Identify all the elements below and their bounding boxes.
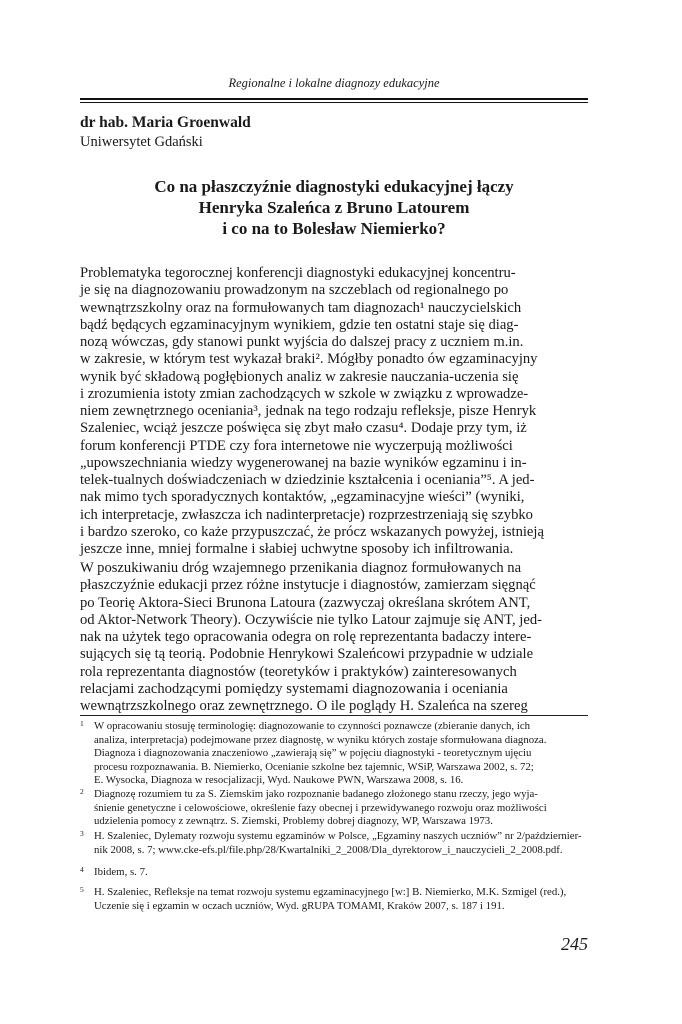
text-line: sujących się tą teorią. Podobnie Henrykowi Szaleńcowi przypadnie w udziale xyxy=(80,646,534,663)
text-line: Szaleniec, wciąż jeszcze poświęca się zbyt mało czasu⁴. Dodaje przy tym, iż xyxy=(80,420,527,437)
footnote-line: Diagnoza i diagnozowania znaczeniowo „zawierają się” w pojęciu diagnostyki - teoretycznym ujęciu xyxy=(94,747,532,759)
text-line: wewnątrzszkolnego oraz zewnętrznego. O ile poglądy H. Szaleńca na szereg xyxy=(80,698,528,714)
author-affiliation: Uniwersytet Gdański xyxy=(80,134,203,150)
footnote-line: W opracowaniu stosuję terminologię: diagnozowanie to czynności poznawcze (zbieranie danych, ich xyxy=(94,720,531,732)
header-rule-thin xyxy=(80,102,588,103)
footnote-line: Diagnozę rozumiem tu za S. Ziemskim jako rozpoznanie badanego złożonego stanu rzeczy, jego wyja- xyxy=(94,788,538,800)
footnote-5 xyxy=(80,886,588,913)
footnote-line: analiza, interpretacja) podejmowane przez diagnostę, w wyniku których zostaje sformułowana diagnoza. xyxy=(94,733,547,746)
title-line: Henryka Szaleńca z Bruno Latourem xyxy=(198,198,470,217)
text-line: ich interpretacje, zwłaszcza ich nadinterpretacje) rozprzestrzeniają się szybko xyxy=(80,506,533,523)
footnote-line: H. Szaleniec, Dylematy rozwoju systemu egzaminów w Polsce, „Egzaminy naszych uczniów” nr 2/październier- xyxy=(94,830,582,842)
title-line: i co na to Bolesław Niemierko? xyxy=(222,219,446,238)
footnote-number: 2 xyxy=(80,787,84,796)
text-line: telek-tualnych doświadczeniach w dziedzinie kształcenia i oceniania”⁵. A jed- xyxy=(80,472,535,488)
footnote-number: 5 xyxy=(80,885,84,894)
footnote-number: 3 xyxy=(80,829,84,838)
article-title xyxy=(80,176,588,239)
text-line: od Aktor-Network Theory). Oczywiście nie tylko Latour zajmuje się ANT, jed- xyxy=(80,611,542,628)
footnote-1 xyxy=(80,720,588,788)
text-line: nozą wówczas, gdy stanowi punkt wyjścia do dalszej pracy z uczniem m.in. xyxy=(80,334,524,350)
text-line: relacjami zachodzącymi pomiędzy systemami diagnozowania i oceniania xyxy=(80,680,508,697)
page-number: 245 xyxy=(561,934,588,954)
text-line: i zrozumienia istoty zmian zachodzących w szkole w związku z wprowadze- xyxy=(80,385,529,402)
text-line: jeszcze inne, mniej formalne i słabiej uchwytne sposoby ich infiltrowania. xyxy=(80,541,514,557)
text-line: Problematyka tegorocznej konferencji diagnostyki edukacyjnej koncentru- xyxy=(80,265,516,281)
footnote-2 xyxy=(80,788,588,829)
author-name: dr hab. Maria Groenwald xyxy=(80,114,251,131)
text-line: forum konferencji PTDE czy fora internetowe nie wyczerpują możliwości xyxy=(80,437,513,454)
footnote-line: H. Szaleniec, Refleksje na temat rozwoju systemu egzaminacyjnego [w:] B. Niemierko, M.K. Szmigel (red.), xyxy=(94,886,567,898)
text-line: wewnątrzszkolny oraz na formułowanych tam diagnozach¹ nauczycielskich xyxy=(80,299,522,316)
text-line: nak mimo tych sporadycznych kontaktów, „egzaminacyjne wieści” (wyniki, xyxy=(80,489,525,506)
body-paragraph-2 xyxy=(80,560,588,715)
footnote-3 xyxy=(80,830,588,857)
footnote-number: 4 xyxy=(80,865,84,874)
text-line: i bardzo szeroko, co każe przypuszczać, że prócz wskazanych powyżej, istnieją xyxy=(80,523,544,540)
footnote-number: 1 xyxy=(80,719,84,728)
text-line: wynik być składową pogłębionych analiz w zakresie nauczania-uczenia się xyxy=(80,368,519,385)
text-line: niem zewnętrznego oceniania³, jednak na tego rodzaju refleksje, pisze Henryk xyxy=(80,403,537,419)
footnote-line: śnienie genetyczne i celowościowe, określenie fazy obecnej i przewidywanego rozwoju oraz możliwości xyxy=(94,801,547,814)
text-line: W poszukiwaniu dróg wzajemnego przenikania diagnoz formułowanych na xyxy=(80,560,522,576)
header-rule-thick xyxy=(80,98,588,100)
text-line: je się na diagnozowaniu prowadzonym na szczeblach od regionalnego po xyxy=(80,282,509,299)
title-line: Co na płaszczyźnie diagnostyki edukacyjnej łączy xyxy=(154,177,514,196)
footnote-line: Ibidem, s. 7. xyxy=(94,866,148,878)
footnote-line: E. Wysocka, Diagnoza w resocjalizacji, Wyd. Naukowe PWN, Warszawa 2008, s. 16. xyxy=(94,774,464,786)
body-paragraph-1 xyxy=(80,265,588,558)
running-head: Regionalne i lokalne diagnozy edukacyjne xyxy=(228,76,440,90)
footnote-line: udzielenia pomocy z zewnątrz. S. Ziemski, Problemy dobrej diagnozy, WP, Warszawa 1973. xyxy=(94,815,493,827)
footnote-line: Uczenie się i egzamin w oczach uczniów, Wyd. gRUPA TOMAMI, Kraków 2007, s. 187 i 191. xyxy=(94,899,505,912)
text-line: bądź będących egzaminacyjnym wynikiem, gdzie ten ostatni staje się diag- xyxy=(80,316,519,333)
text-line: w zakresie, w którym test wykazał braki². Mógłby ponadto ów egzaminacyjny xyxy=(80,351,538,368)
footnote-rule xyxy=(80,715,588,716)
footnote-line: procesu rozpoznawania. B. Niemierko, Ocenianie szkolne bez tajemnic, WSiP, Warszawa 2002, s. 72; xyxy=(94,760,534,773)
footnote-4 xyxy=(80,866,588,880)
text-line: płaszczyźnie edukacji przez różne instytucje i diagnostów, zamierzam sięgnąć xyxy=(80,577,536,594)
text-line: po Teorię Aktora-Sieci Brunona Latoura (zazwyczaj określana skrótem ANT, xyxy=(80,594,531,611)
text-line: „upowszechniania wiedzy wygenerowanej na bazie wyników egzaminu i in- xyxy=(80,454,527,471)
text-line: nak na użytek tego opracowania odegra on rolę reprezentanta badaczy intere- xyxy=(80,629,532,645)
footnote-line: nik 2008, s. 7; www.cke-efs.pl/file.php/28/Kwartalniki_2_2008/Dla_dyrektorow_i_nauczycieli_2_2008.pdf. xyxy=(94,843,563,856)
text-line: rola reprezentanta diagnostów (teoretyków i praktyków) zainteresowanych xyxy=(80,663,517,680)
